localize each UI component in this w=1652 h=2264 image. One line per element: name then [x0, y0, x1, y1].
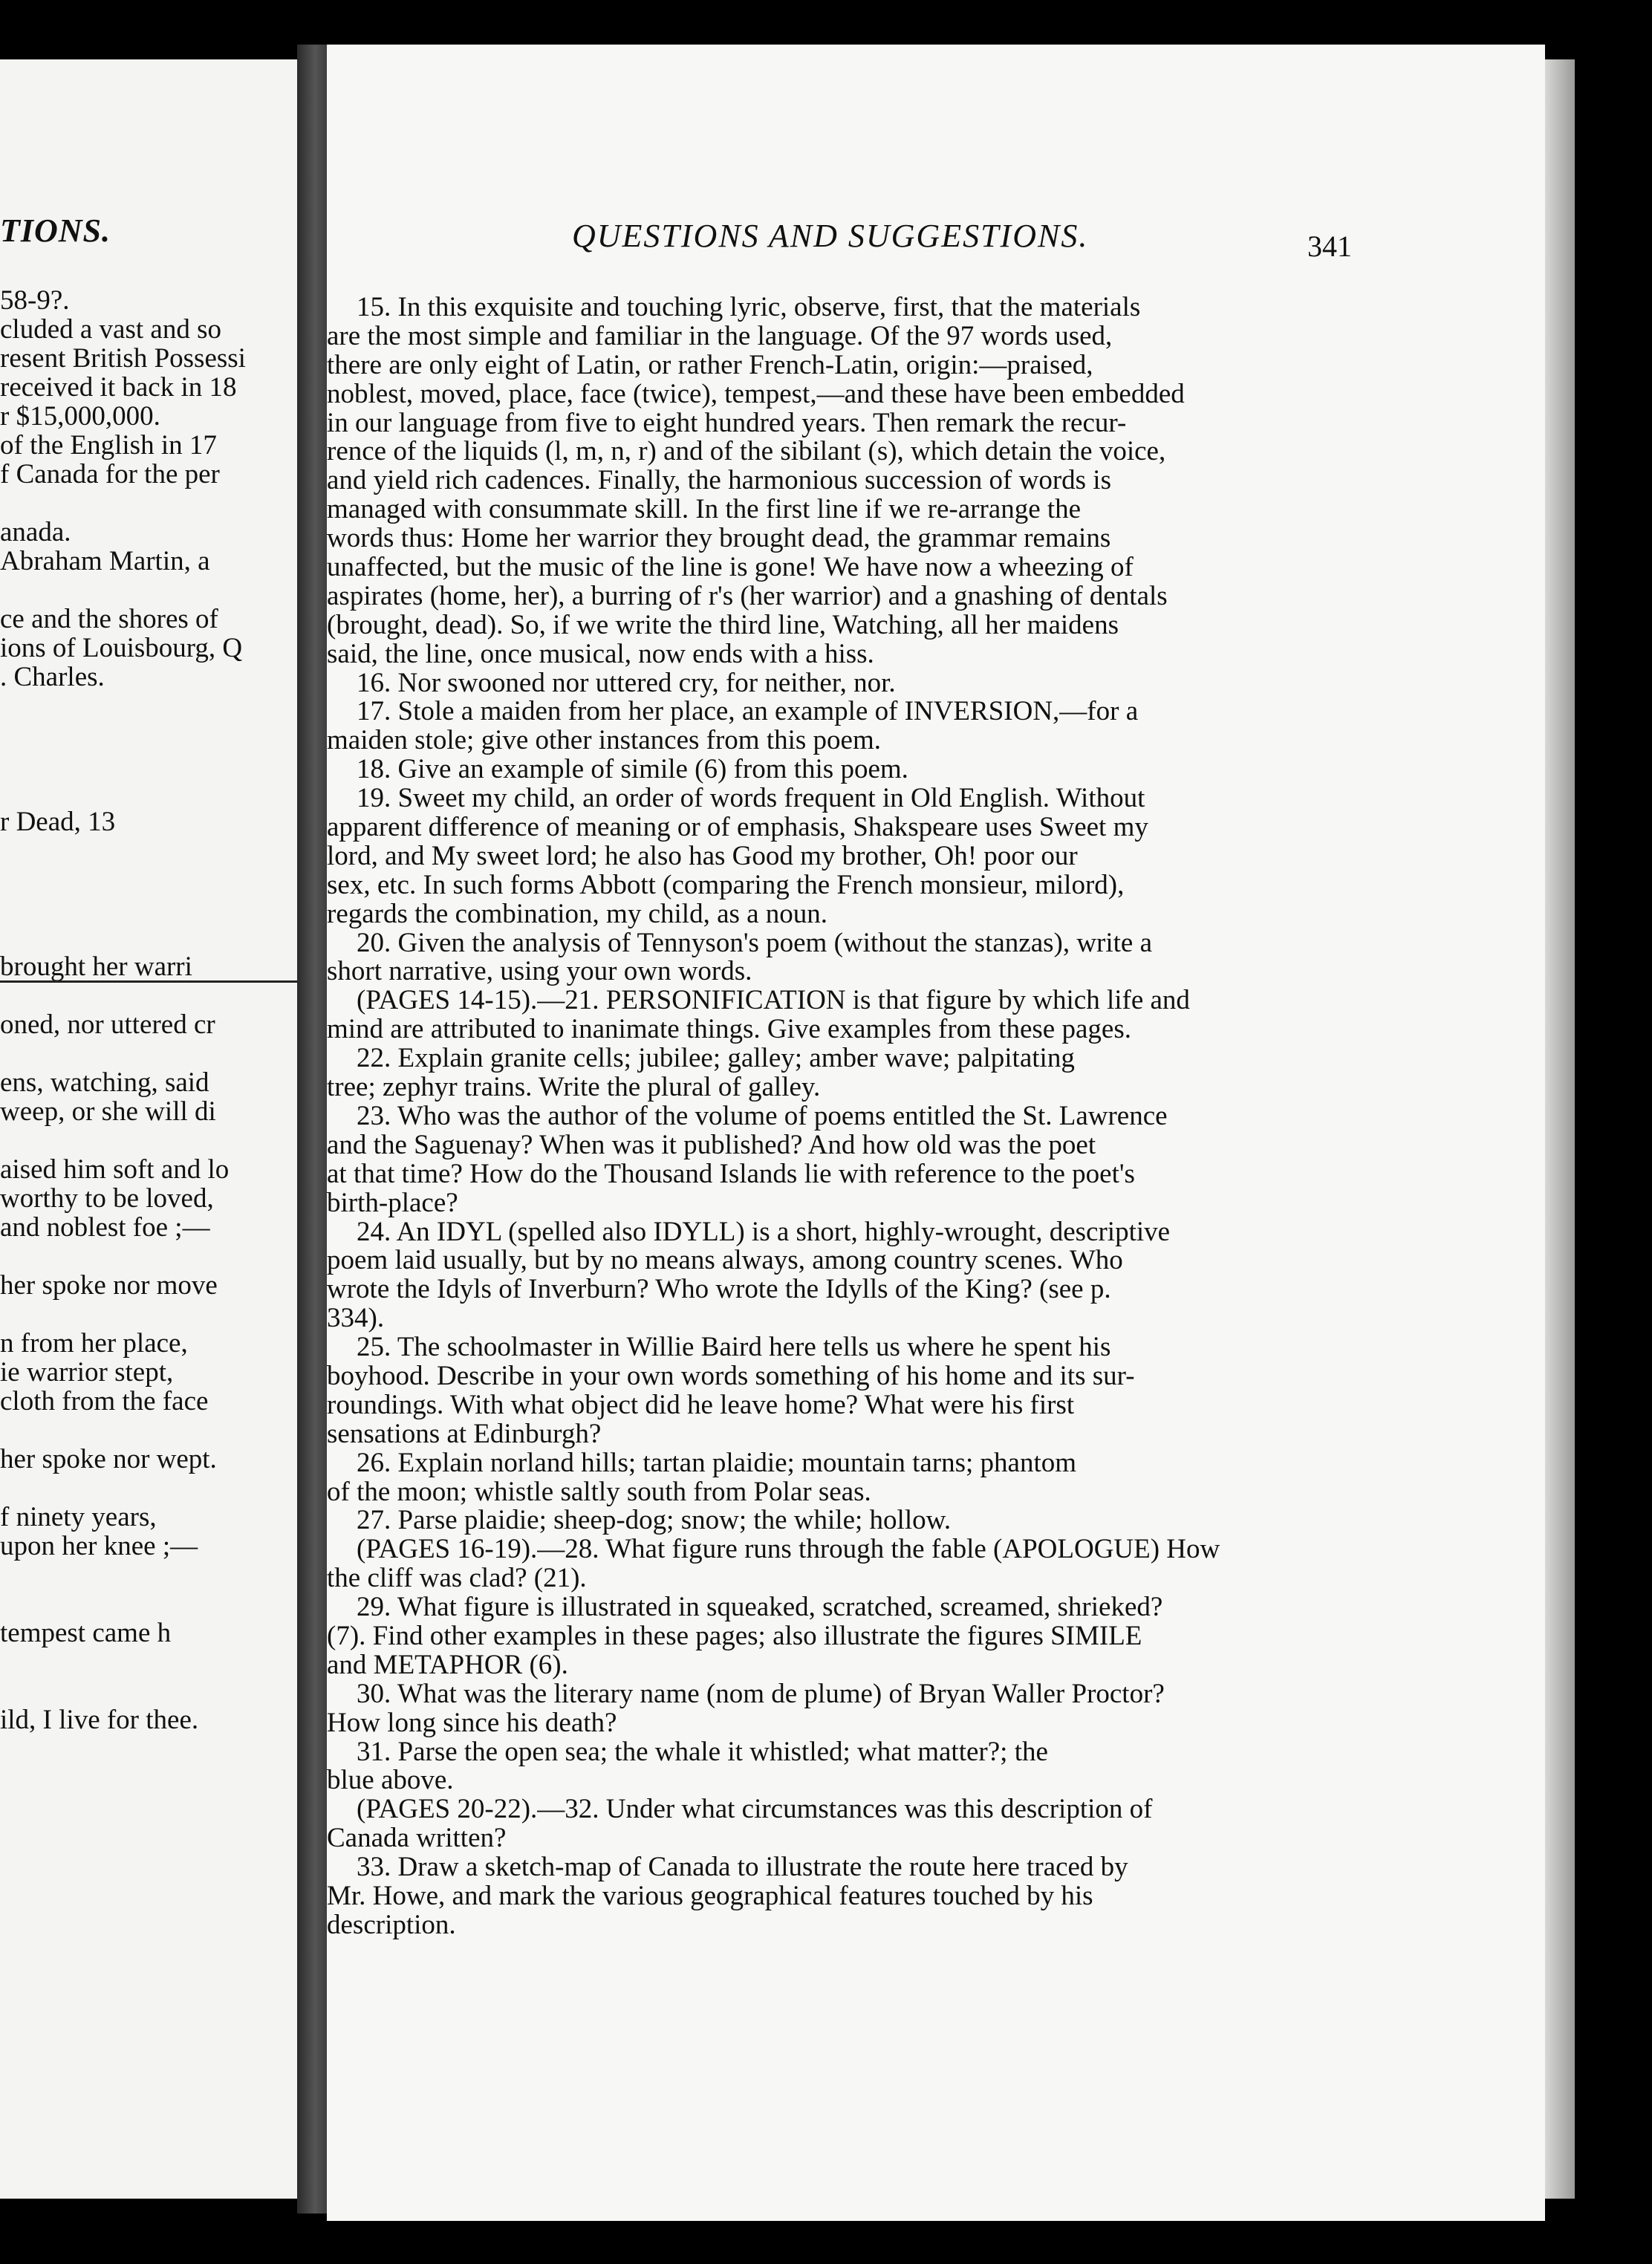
left-text-line: and noblest foe ;— — [0, 1212, 210, 1243]
left-text-line: 58-9?. — [0, 285, 70, 316]
text-line: 33. Draw a sketch-map of Canada to illustrate the route here traced by — [357, 1853, 1128, 1882]
text-line: of the moon; whistle saltly south from Polar seas. — [327, 1477, 871, 1507]
page-number: 341 — [1307, 230, 1352, 263]
text-line: 19. Sweet my child, an order of words frequent in Old English. Without — [357, 784, 1145, 814]
text-line: unaffected, but the music of the line is gone! We have now a wheezing of — [327, 553, 1134, 582]
left-text-line: f Canada for the per — [0, 459, 220, 489]
text-line: and METAPHOR (6). — [327, 1650, 568, 1680]
text-line: roundings. With what object did he leave home? What were his first — [327, 1390, 1075, 1420]
left-text-line: of the English in 17 — [0, 430, 217, 461]
text-line: rence of the liquids (l, m, n, r) and of the sibilant (s), which detain the voice, — [327, 437, 1166, 467]
left-text-line: anada. — [0, 517, 71, 547]
left-text-line: r Dead, 13 — [0, 807, 116, 837]
text-line: tree; zephyr trains. Write the plural of galley. — [327, 1073, 821, 1102]
text-line: sensations at Edinburgh? — [327, 1419, 602, 1449]
text-line: 30. What was the literary name (nom de plume) of Bryan Waller Proctor? — [357, 1679, 1165, 1709]
left-text-line: worthy to be loved, — [0, 1183, 214, 1214]
text-line: Canada written? — [327, 1824, 507, 1854]
page-edge-shadow — [1545, 59, 1575, 2199]
text-line: and the Saguenay? When was it published? And how old was the poet — [327, 1131, 1096, 1160]
text-line: description. — [327, 1910, 456, 1940]
left-text-line: ild, I live for thee. — [0, 1705, 199, 1735]
text-line: 29. What figure is illustrated in squeaked, scratched, screamed, shrieked? — [357, 1593, 1163, 1622]
left-text-line: . Charles. — [0, 662, 105, 692]
text-line: words thus: Home her warrior they brought dead, the grammar remains — [327, 524, 1111, 554]
left-text-line: cluded a vast and so — [0, 314, 221, 345]
left-page-divider — [0, 980, 327, 983]
text-line: How long since his death? — [327, 1708, 617, 1738]
left-text-line: ce and the shores of — [0, 604, 218, 634]
right-page — [327, 45, 1545, 2221]
text-line: sex, etc. In such forms Abbott (comparing the French monsieur, milord), — [327, 871, 1125, 900]
text-line: and yield rich cadences. Finally, the harmonious succession of words is — [327, 466, 1111, 496]
left-text-line: resent British Possessi — [0, 343, 246, 374]
text-line: lord, and My sweet lord; he also has Good my brother, Oh! poor our — [327, 842, 1078, 871]
left-text-line: r $15,000,000. — [0, 401, 160, 432]
text-line: 17. Stole a maiden from her place, an example of INVERSION,—for a — [357, 697, 1139, 727]
text-line: there are only eight of Latin, or rather French-Latin, origin:—praised, — [327, 351, 1093, 380]
running-title: QUESTIONS AND SUGGESTIONS. — [572, 218, 1089, 254]
text-line: blue above. — [327, 1766, 454, 1796]
text-line: (brought, dead). So, if we write the third line, Watching, all her maidens — [327, 611, 1119, 640]
left-text-line: n from her place, — [0, 1328, 188, 1359]
left-text-line: tempest came h — [0, 1618, 172, 1648]
text-line: the cliff was clad? (21). — [327, 1564, 587, 1594]
text-line: poem laid usually, but by no means always, among country scenes. Who — [327, 1246, 1123, 1276]
left-text-line: weep, or she will di — [0, 1096, 216, 1127]
left-text-line: ie warrior stept, — [0, 1357, 174, 1388]
text-line: boyhood. Describe in your own words something of his home and its sur- — [327, 1362, 1135, 1391]
text-line: birth-place? — [327, 1188, 458, 1218]
left-facing-page — [0, 59, 327, 2199]
text-line: mind are attributed to inanimate things. Give examples from these pages. — [327, 1015, 1131, 1045]
text-line: (PAGES 14-15).—21. PERSONIFICATION is that figure by which life and — [357, 986, 1190, 1016]
left-text-line: upon her knee ;— — [0, 1531, 198, 1561]
left-text-line: ens, watching, said — [0, 1067, 209, 1098]
text-line: maiden stole; give other instances from this poem. — [327, 726, 881, 756]
text-line: 16. Nor swooned nor uttered cry, for neither, nor. — [357, 669, 896, 698]
text-line: managed with consummate skill. In the first line if we re-arrange the — [327, 495, 1082, 525]
left-text-line: Abraham Martin, a — [0, 546, 210, 576]
left-text-line: aised him soft and lo — [0, 1154, 230, 1185]
left-text-line: f ninety years, — [0, 1502, 157, 1532]
text-line: 15. In this exquisite and touching lyric, observe, first, that the materials — [357, 293, 1141, 322]
text-line: (PAGES 20-22).—32. Under what circumstances was this description of — [357, 1795, 1153, 1825]
text-line: 23. Who was the author of the volume of poems entitled the St. Lawrence — [357, 1102, 1168, 1131]
text-line: (PAGES 16-19).—28. What figure runs through the fable (APOLOGUE) How — [357, 1535, 1220, 1565]
text-line: in our language from five to eight hundred years. Then remark the recur- — [327, 409, 1127, 438]
text-line: 24. An IDYL (spelled also IDYLL) is a short, highly-wrought, descriptive — [357, 1217, 1171, 1247]
left-text-line: oned, nor uttered cr — [0, 1009, 215, 1040]
text-line: aspirates (home, her), a burring of r's (her warrior) and a gnashing of dentals — [327, 582, 1168, 611]
text-line: 334). — [327, 1304, 385, 1334]
text-line: regards the combination, my child, as a noun. — [327, 900, 828, 929]
left-text-line: ions of Louisbourg, Q — [0, 633, 243, 663]
text-line: (7). Find other examples in these pages; also illustrate the figures SIMILE — [327, 1621, 1142, 1651]
left-running-title: TIONS. — [0, 212, 111, 249]
text-line: apparent difference of meaning or of emphasis, Shakspeare uses Sweet my — [327, 813, 1148, 842]
text-line: 31. Parse the open sea; the whale it whistled; what matter?; the — [357, 1737, 1048, 1767]
text-line: 26. Explain norland hills; tartan plaidie; mountain tarns; phantom — [357, 1448, 1077, 1478]
text-line: short narrative, using your own words. — [327, 957, 752, 987]
text-line: 25. The schoolmaster in Willie Baird here tells us where he spent his — [357, 1333, 1111, 1362]
left-text-line: her spoke nor move — [0, 1270, 218, 1301]
text-line: noblest, moved, place, face (twice), tempest,—and these have been embedded — [327, 380, 1185, 409]
text-line: wrote the Idyls of Inverburn? Who wrote the Idylls of the King? (see p. — [327, 1275, 1111, 1305]
left-text-line: cloth from the face — [0, 1386, 209, 1416]
left-text-line: her spoke nor wept. — [0, 1444, 217, 1474]
text-line: 27. Parse plaidie; sheep-dog; snow; the while; hollow. — [357, 1506, 952, 1536]
text-line: at that time? How do the Thousand Islands lie with reference to the poet's — [327, 1159, 1135, 1189]
text-line: 22. Explain granite cells; jubilee; galley; amber wave; palpitating — [357, 1044, 1075, 1074]
left-text-line: received it back in 18 — [0, 372, 237, 403]
text-line: Mr. Howe, and mark the various geographical features touched by his — [327, 1881, 1093, 1911]
text-line: said, the line, once musical, now ends with a hiss. — [327, 640, 874, 669]
left-text-line: brought her warri — [0, 952, 192, 982]
text-line: 20. Given the analysis of Tennyson's poem (without the stanzas), write a — [357, 928, 1153, 958]
text-line: are the most simple and familiar in the language. Of the 97 words used, — [327, 322, 1113, 351]
page-body-text — [327, 293, 1344, 1940]
text-line: 18. Give an example of simile (6) from this poem. — [357, 755, 908, 785]
